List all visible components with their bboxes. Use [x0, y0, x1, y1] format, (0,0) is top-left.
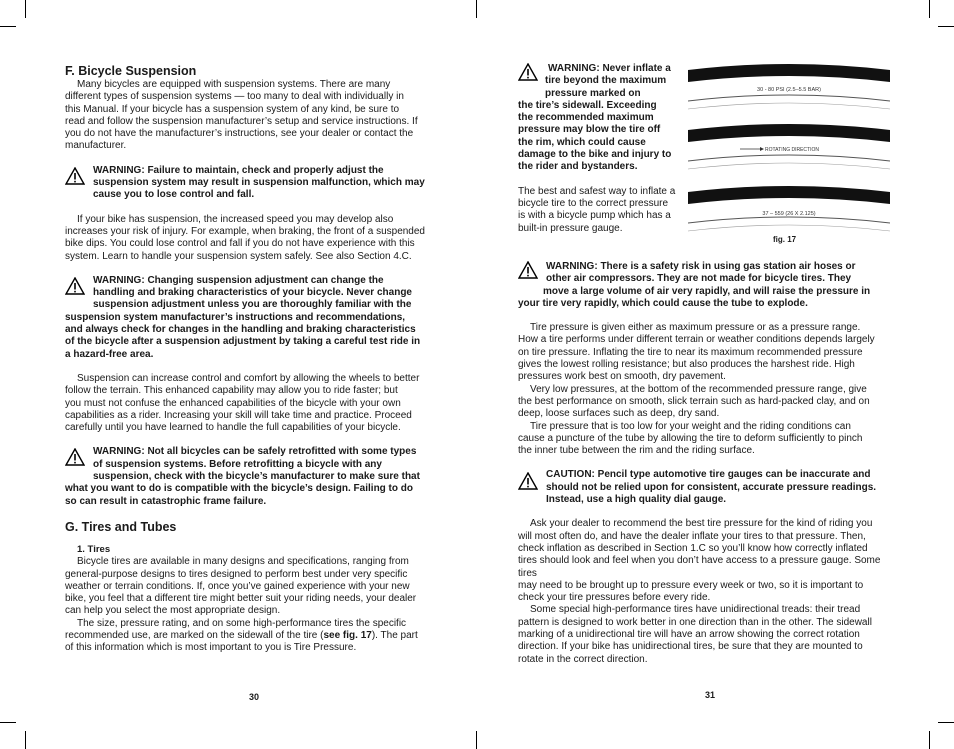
warning-box: WARNING: Not all bicycles can be safely retrofitted with some types of suspension systems. Before retrofitting a bicycle with any suspension, check with the bicycle’s manufacturer to make sure that what you want to do is compatible with the bicycle’s design. Failing to do so can result in catastrophic frame failure.	[65, 446, 420, 507]
crop-mark	[25, 731, 26, 749]
caution-box: CAUTION: Pencil type automotive tire gauges can be inaccurate and should not be relied upon for consistent, accurate pressure readings. Instead, use a high quality dial gauge.	[518, 469, 890, 506]
warning-box: WARNING: Failure to maintain, check and properly adjust the suspension system may result in suspension malfunction, which may cause you to lose control and fall.	[65, 165, 445, 202]
page-number: 31	[705, 690, 716, 700]
tire-sidewall-size	[688, 186, 890, 236]
crop-mark	[25, 0, 26, 18]
warning-icon	[518, 63, 538, 81]
paragraph: If your bike has suspension, the increased speed you may develop also increases your risk of injury. For example, when braking, the front of a suspended bike dips. You could lose control and fall if you do not have experience with this system. Learn to handle your suspension system safely. See also Section 4.C.	[65, 213, 425, 262]
left-page	[65, 64, 445, 655]
paragraph: Tire pressure is given either as maximum pressure or as a pressure range. How a tire performs under different terrain or weather conditions depends largely on tire pressure. Inflating the tire to near its maximum recommended pressure gives the lowest rolling resistance; but also produces the harshest ride. High pressures work best on smooth, dry pavement. Very low pressures, at the bottom of the recommended pressure range, give the best performance on smooth, slick terrain such as hard-packed clay, and on deep, loose surfaces such as deep, dry sand. Tire pressure that is too low for your weight and the riding conditions can cause a puncture of the tube by allowing the tire to deform sufficiently to pinch the inner tube between the rim and the riding surface.	[518, 322, 875, 457]
crop-mark	[476, 0, 477, 18]
tire-label: 30 - 80 PSI (2.5–5.5 BAR)	[757, 87, 821, 93]
paragraph: The best and safest way to inflate a bicycle tire to the correct pressure is with a bicycle pump which has a built-in pressure gauge.	[518, 185, 676, 234]
crop-mark	[938, 26, 954, 27]
crop-mark	[929, 731, 930, 749]
paragraph: Bicycle tires are available in many designs and specifications, ranging from general-purpose designs to tires designed to perform best under very specific weather or terrain conditions. If, once you’ve gained experience with your new bike, you feel that a different tire might better suit your riding needs, your dealer can help you select the most appropriate design. The size, pressure rating, and on some high-performance tires the specific recommended use, are marked on the sidewall of the tire (see fig. 17). The part of this information which is most important to you is Tire Pressure.	[65, 556, 418, 654]
warning-icon	[518, 261, 538, 279]
tire-label: 37 – 559 (26 X 2.125)	[762, 211, 816, 217]
paragraph: Many bicycles are equipped with suspension systems. There are many different types of suspension systems — too many to deal with individually in this Manual. If your bicycle has a suspension system of any kind, be sure to read and follow the suspension manufacturer’s setup and service instructions. If you do not have the manufacturer’s instructions, see your dealer or contact the manufacturer.	[65, 79, 418, 152]
figure-reference: see fig. 17	[323, 629, 372, 641]
subheading-tires: 1. Tires	[77, 543, 111, 555]
section-heading-f: F. Bicycle Suspension	[65, 64, 197, 78]
figure-caption: fig. 17	[773, 235, 797, 244]
paragraph: Suspension can increase control and comfort by allowing the wheels to better follow the terrain. This enhanced capability may allow you to ride faster; but you must not confuse the enhanced capabilities of the bicycle with your own capabilities as a rider. Increasing your skill will take time and practice. Proceed carefully until you have learned to handle the full capabilities of your bicycle.	[65, 372, 420, 434]
warning-box: WARNING: Never inflate a tire beyond the maximum pressure marked on the tire’s sidewall. Exceeding the recommended maximum pressure may blow the tire off the rim, which could cause damage to the bike and injury to the rider and bystanders.	[518, 63, 672, 173]
right-top-text	[518, 63, 683, 235]
crop-mark	[476, 731, 477, 749]
tire-label: ROTATING DIRECTION	[765, 147, 819, 153]
tire-sidewall-pressure	[688, 64, 890, 114]
tire-sidewall-direction	[688, 124, 890, 174]
crop-mark	[0, 722, 16, 723]
crop-mark	[938, 722, 954, 723]
crop-mark	[0, 26, 16, 27]
warning-box: WARNING: Changing suspension adjustment can change the handling and braking characteristics of your bicycle. Never change suspension adjustment unless you are thoroughly familiar with the suspension system manufacturer’s instructions and recommendations, and always check for changes in the handling and braking characteristics of the bicycle after a suspension adjustment by taking a careful test ride in a hazard-free area.	[65, 274, 421, 360]
right-page	[518, 261, 890, 666]
page-number: 30	[249, 692, 260, 702]
section-heading-g: G. Tires and Tubes	[65, 519, 177, 534]
crop-mark	[929, 0, 930, 18]
paragraph: Ask your dealer to recommend the best tire pressure for the kind of riding you will most often do, and have the dealer inflate your tires to that pressure. Then, check inflation as described in Section 1.C so you’ll know how correctly inflated tires should look and feel when you don’t have access to a pressure gauge. Some tires may need to be brought up to pressure every week or two, so it is important to check your tire pressures before every ride. Some special high-performance tires have unidirectional treads: their tread pattern is designed to work better in one direction than in the other. The sidewall marking of a unidirectional tire will have an arrow showing the correct rotation direction. If your bike has unidirectional tires, be sure that they are mounted to rotate in the correct direction.	[518, 518, 881, 665]
warning-icon	[65, 448, 85, 466]
warning-icon	[65, 277, 85, 295]
warning-icon	[65, 167, 85, 185]
warning-box: WARNING: There is a safety risk in using gas station air hoses or other air compressors. They are not made for bicycle tires. They move a large volume of air very rapidly, and will raise the pressure in your tire very rapidly, which could cause the tube to explode.	[518, 261, 871, 309]
warning-icon	[518, 472, 538, 490]
